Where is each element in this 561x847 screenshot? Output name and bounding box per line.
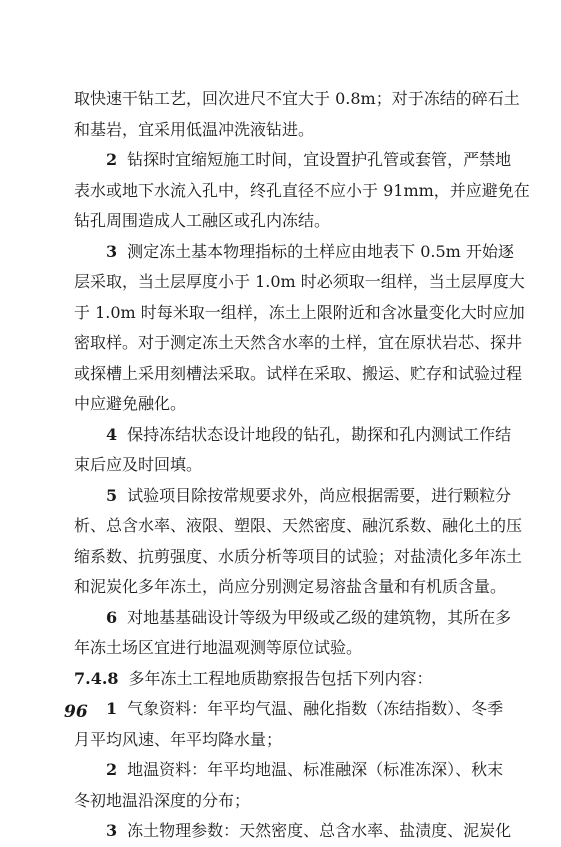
line-text: 层采取，当土层厚度小于 1.0m 时必须取一组样，当土层厚度大 — [74, 272, 525, 291]
text-line — [74, 664, 494, 695]
line-text: 测定冻土基本物理指标的土样应由地表下 0.5m 开始逐 — [127, 241, 514, 261]
item-number: 1 — [106, 699, 118, 718]
text-line — [74, 115, 494, 146]
line-text: 钻探时宜缩短施工时间，宜设置护孔管或套管，严禁地 — [127, 150, 512, 169]
line-text: 对地基基础设计等级为甲级或乙级的建筑物，其所在多 — [127, 607, 512, 627]
page-number: 96 — [64, 702, 88, 722]
text-line — [74, 176, 530, 207]
item-number: 6 — [106, 607, 118, 627]
line-text: 冬初地温沿深度的分布； — [74, 790, 251, 810]
line-text: 析、总含水率、液限、塑限、天然密度、融沉系数、融化土的压 — [74, 516, 523, 535]
line-text: 缩系数、抗剪强度、水质分析等项目的试验；对盐渍化多年冻土 — [74, 546, 523, 566]
text-line — [74, 511, 523, 542]
text-line — [74, 755, 504, 786]
line-text: 和基岩，宜采用低温冲洗液钻进。 — [74, 119, 315, 139]
text-line — [74, 145, 512, 176]
text-line — [74, 572, 507, 603]
text-line — [74, 725, 494, 756]
text-line — [74, 786, 494, 817]
line-text: 或探槽上采用刻槽法采取。试样在采取、搬运、贮存和试验过程 — [74, 363, 523, 383]
item-number: 4 — [106, 424, 118, 444]
line-text: 密取样。对于测定冻土天然含水率的土样，宜在原状岩芯、探井 — [74, 333, 523, 352]
line-text: 月平均风速、年平均降水量； — [74, 729, 283, 749]
item-number: 2 — [106, 150, 118, 169]
line-text: 钻孔周围造成人工融区或孔内冻结。 — [74, 211, 331, 230]
text-line — [74, 542, 523, 573]
line-text: 和泥炭化多年冻土，尚应分别测定易溶盐含量和有机质含量。 — [74, 577, 507, 596]
item-number: 2 — [106, 760, 118, 779]
text-line — [74, 359, 523, 390]
line-text: 中应避免融化。 — [74, 394, 187, 413]
clause-number: 7.4.8 — [74, 668, 119, 688]
line-text: 年冻土场区宜进行地温观测等原位试验。 — [74, 638, 363, 657]
line-text: 试验项目除按常规要求外，尚应根据需要，进行颗粒分 — [127, 485, 512, 505]
item-number: 5 — [106, 485, 118, 505]
text-line — [74, 450, 494, 481]
text-line — [74, 298, 525, 329]
line-text: 于 1.0m 时每米取一组样，冻土上限附近和含冰量变化大时应加 — [74, 302, 525, 322]
text-line — [74, 633, 494, 664]
text-line — [74, 237, 514, 268]
text-line — [74, 389, 494, 420]
line-text: 冻土物理参数：天然密度、总含水率、盐渍度、泥炭化 — [127, 821, 512, 840]
line-text: 表水或地下水流入孔中，终孔直径不应小于 91mm，并应避免在 — [74, 180, 530, 200]
line-text: 束后应及时回填。 — [74, 455, 203, 474]
text-line — [74, 603, 512, 634]
line-text: 保持冻结状态设计地段的钻孔，勘探和孔内测试工作结 — [127, 424, 512, 444]
text-line — [74, 267, 525, 298]
text-line — [74, 84, 520, 115]
body-text — [74, 84, 530, 847]
line-text: 地温资料：年平均地温、标准融深（标准冻深）、秋末 — [127, 760, 504, 779]
line-text: 气象资料：年平均气温、融化指数（冻结指数）、冬季 — [127, 699, 504, 718]
text-line — [74, 420, 512, 451]
line-text: 取快速干钻工艺，回次进尺不宜大于 0.8m；对于冻结的碎石土 — [74, 89, 520, 108]
text-line — [74, 206, 494, 237]
text-line — [74, 328, 523, 359]
text-line — [74, 481, 512, 512]
text-line — [74, 694, 504, 725]
text-line — [74, 816, 512, 847]
item-number: 3 — [106, 241, 118, 261]
line-text: 多年冻土工程地质勘察报告包括下列内容： — [128, 668, 433, 688]
item-number: 3 — [106, 821, 118, 840]
